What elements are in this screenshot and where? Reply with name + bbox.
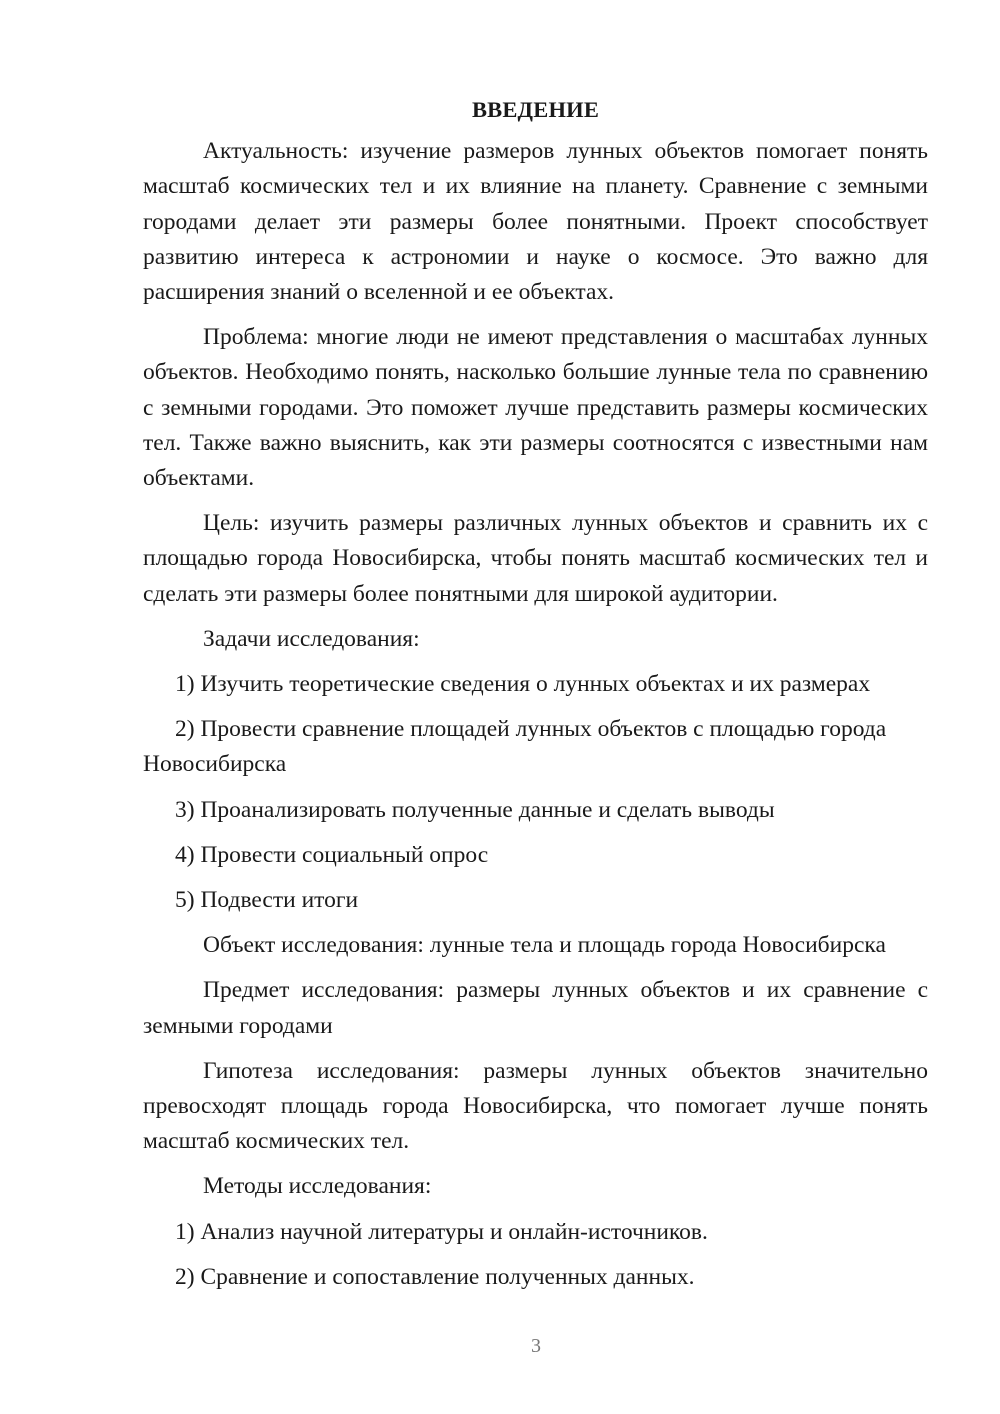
- list-item: 2) Сравнение и сопоставление полученных данных.: [175, 1263, 695, 1290]
- methods-heading: Методы исследования:: [203, 1173, 432, 1200]
- problem-paragraph: Проблема: многие люди не имеют представления о масштабах лунных объектов. Необходимо понять, насколько большие лунные тела по сравнению с земными городами. Это поможет лучше представить размеры космических тел. Также важно выяснить, как эти размеры соотносятся с известными нам объектами.: [143, 324, 928, 492]
- tasks-heading: Задачи исследования:: [203, 625, 420, 652]
- tasks-list: [143, 667, 928, 918]
- section-title: ВВЕДЕНИЕ: [471, 97, 600, 122]
- list-item: 4) Провести социальный опрос: [175, 841, 489, 868]
- list-item: 1) Анализ научной литературы и онлайн-источников.: [175, 1218, 708, 1245]
- list-item: 2) Провести сравнение площадей лунных объектов с площадью города Новосибирска: [143, 716, 887, 778]
- methods-list: [143, 1215, 928, 1295]
- page-number: 3: [531, 1335, 541, 1357]
- list-item: 3) Проанализировать полученные данные и сделать выводы: [175, 796, 775, 823]
- research-object: Объект исследования: лунные тела и площадь города Новосибирска: [203, 932, 886, 959]
- page-content: [143, 92, 928, 1295]
- research-subject: Предмет исследования: размеры лунных объектов и их сравнение с земными городами: [143, 977, 928, 1039]
- list-item: 5) Подвести итоги: [175, 887, 359, 914]
- research-hypothesis: Гипотеза исследования: размеры лунных объектов значительно превосходят площадь города Новосибирска, что помогает лучше понять масштаб космических тел.: [143, 1057, 928, 1155]
- relevance-paragraph: Актуальность: изучение размеров лунных объектов помогает понять масштаб космических тел и их влияние на планету. Сравнение с земными городами делает эти размеры более понятными. Проект способствует развитию интереса к астрономии и науке о космосе. Это важно для расширения знаний о вселенной и ее объектах.: [143, 138, 928, 306]
- goal-paragraph: Цель: изучить размеры различных лунных объектов и сравнить их с площадью города Новосибирска, чтобы понять масштаб космических тел и сделать эти размеры более понятными для широкой аудитории.: [143, 510, 928, 607]
- list-item: 1) Изучить теоретические сведения о лунных объектах и их размерах: [175, 671, 871, 698]
